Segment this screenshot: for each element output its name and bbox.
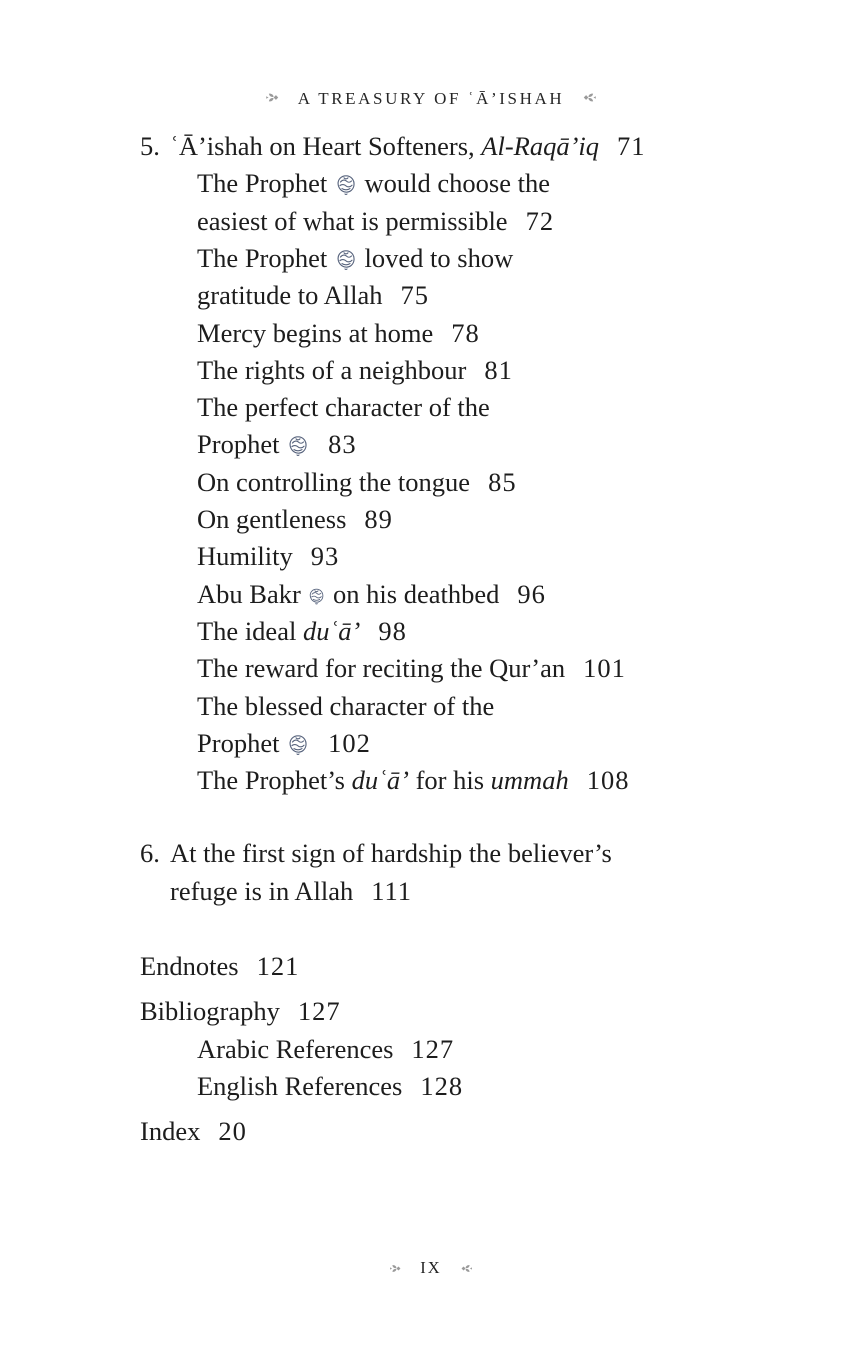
text-segment: refuge is in Allah bbox=[170, 875, 354, 906]
fleuron-left-icon bbox=[265, 90, 280, 105]
toc-subitem bbox=[197, 501, 760, 538]
toc-chapter bbox=[140, 835, 760, 910]
text-segment: gratitude to Allah bbox=[197, 280, 383, 311]
page-number: 83 bbox=[328, 429, 357, 460]
prophet-honorific-icon bbox=[334, 240, 358, 277]
page-number: 108 bbox=[586, 765, 630, 796]
page-number: 81 bbox=[484, 354, 513, 385]
page-number: 93 bbox=[310, 541, 340, 572]
text-segment: easiest of what is permissible bbox=[197, 205, 508, 236]
page-number: 75 bbox=[400, 280, 429, 311]
page-number: 128 bbox=[420, 1070, 464, 1101]
companion-honorific-icon bbox=[307, 576, 326, 613]
toc-line bbox=[197, 426, 760, 463]
text-segment: On gentleness bbox=[197, 504, 347, 535]
text-segment: ʿĀ’ishah on Heart Softeners, bbox=[170, 131, 482, 162]
backmatter-label: Bibliography bbox=[140, 996, 280, 1027]
toc-line bbox=[197, 613, 760, 650]
text-segment: The Prophet’s bbox=[197, 765, 352, 796]
toc-line bbox=[170, 873, 760, 910]
text-segment: duʿā’ bbox=[302, 615, 361, 646]
fleuron-left-icon bbox=[389, 1262, 402, 1275]
toc-line bbox=[197, 464, 760, 501]
running-header-title: A TREASURY OF ʿĀ’ISHAH bbox=[297, 89, 565, 109]
page-number: 71 bbox=[617, 131, 646, 162]
toc-line bbox=[197, 576, 760, 613]
page-number: 98 bbox=[378, 615, 407, 646]
toc-line bbox=[140, 993, 760, 1030]
toc-line bbox=[197, 538, 760, 575]
text-segment: Al-Raqā’iq bbox=[481, 131, 600, 162]
text-segment: on his deathbed bbox=[326, 578, 500, 609]
toc-subitem bbox=[197, 240, 760, 315]
page-number: 78 bbox=[451, 317, 480, 348]
toc-line bbox=[197, 203, 760, 240]
toc-chapter bbox=[140, 128, 760, 799]
toc-subitem bbox=[197, 576, 760, 613]
toc-subitem bbox=[197, 613, 760, 650]
text-segment: On controlling the tongue bbox=[197, 466, 471, 497]
toc-line bbox=[197, 762, 760, 799]
backmatter-label: Arabic References bbox=[197, 1033, 394, 1064]
fleuron-right-icon bbox=[460, 1262, 473, 1275]
page-number: 72 bbox=[525, 205, 555, 236]
chapter-title bbox=[170, 835, 760, 910]
toc-subitem bbox=[197, 762, 760, 799]
running-header bbox=[0, 0, 862, 109]
text-segment: Humility bbox=[197, 541, 293, 572]
table-of-contents bbox=[140, 128, 760, 1150]
page-number: 121 bbox=[256, 951, 300, 982]
prophet-honorific-icon bbox=[286, 426, 310, 463]
toc-subitem bbox=[197, 650, 760, 687]
backmatter-item bbox=[140, 993, 760, 1105]
page-number: 102 bbox=[328, 727, 371, 758]
page-number: 96 bbox=[517, 578, 546, 609]
toc-line bbox=[197, 389, 760, 426]
toc-line bbox=[197, 240, 760, 277]
backmatter-item bbox=[140, 1113, 760, 1150]
text-segment: Mercy begins at home bbox=[197, 317, 434, 348]
text-segment: The reward for reciting the Qur’an bbox=[197, 653, 566, 684]
chapter-number: 5. bbox=[140, 131, 160, 162]
toc-line bbox=[197, 501, 760, 538]
prophet-honorific-icon bbox=[334, 165, 358, 202]
text-segment: Abu Bakr bbox=[197, 578, 308, 609]
text-segment: would choose the bbox=[357, 168, 550, 199]
text-segment: Prophet bbox=[197, 429, 287, 460]
text-segment: The Prophet bbox=[197, 242, 334, 273]
toc-line bbox=[197, 725, 760, 762]
text-segment: for his bbox=[408, 765, 491, 796]
page-number: 127 bbox=[297, 996, 341, 1027]
text-segment: The perfect character of the bbox=[197, 392, 490, 423]
toc-line bbox=[170, 128, 760, 165]
page-number: 101 bbox=[583, 653, 626, 684]
page-footer bbox=[0, 1258, 862, 1278]
page-number: 127 bbox=[411, 1033, 455, 1064]
page-number: 89 bbox=[364, 504, 393, 535]
backmatter-subitems bbox=[197, 1031, 760, 1106]
toc-subitem bbox=[197, 315, 760, 352]
toc-line bbox=[197, 650, 760, 687]
toc-subitem bbox=[197, 538, 760, 575]
page-number: 20 bbox=[218, 1116, 247, 1147]
text-segment: Prophet bbox=[197, 727, 287, 758]
fleuron-right-icon bbox=[582, 90, 597, 105]
prophet-honorific-icon bbox=[286, 725, 310, 762]
text-segment: At the first sign of hardship the believer’s bbox=[170, 838, 612, 869]
toc-subitem bbox=[197, 165, 760, 240]
toc-line bbox=[197, 688, 760, 725]
toc-line bbox=[170, 835, 760, 872]
back-matter bbox=[140, 948, 760, 1150]
backmatter-label: Index bbox=[140, 1116, 201, 1147]
backmatter-label: English References bbox=[197, 1070, 403, 1101]
toc-subitem bbox=[197, 352, 760, 389]
chapter-subitems bbox=[197, 165, 760, 799]
page-number: 111 bbox=[371, 875, 413, 906]
text-segment: The ideal bbox=[197, 615, 303, 646]
text-segment: The Prophet bbox=[197, 168, 334, 199]
toc-subitem bbox=[197, 688, 760, 763]
backmatter-label: Endnotes bbox=[140, 951, 239, 982]
toc-line bbox=[197, 1068, 760, 1105]
toc-line bbox=[140, 948, 760, 985]
folio-page-number: IX bbox=[420, 1258, 442, 1277]
toc-line bbox=[197, 352, 760, 389]
text-segment: duʿā’ bbox=[351, 765, 409, 796]
toc-line bbox=[197, 277, 760, 314]
backmatter-item bbox=[140, 948, 760, 985]
toc-line bbox=[197, 315, 760, 352]
text-segment: The rights of a neighbour bbox=[197, 354, 467, 385]
text-segment: loved to show bbox=[357, 242, 514, 273]
toc-subitem bbox=[197, 389, 760, 464]
text-segment: ummah bbox=[490, 765, 569, 796]
toc-subitem bbox=[197, 464, 760, 501]
toc-line bbox=[197, 165, 760, 202]
toc-line bbox=[197, 1031, 760, 1068]
toc-line bbox=[140, 1113, 760, 1150]
page-number: 85 bbox=[488, 466, 517, 497]
chapter-title bbox=[170, 128, 760, 165]
text-segment: The blessed character of the bbox=[197, 690, 495, 721]
chapter-number: 6. bbox=[140, 838, 160, 869]
